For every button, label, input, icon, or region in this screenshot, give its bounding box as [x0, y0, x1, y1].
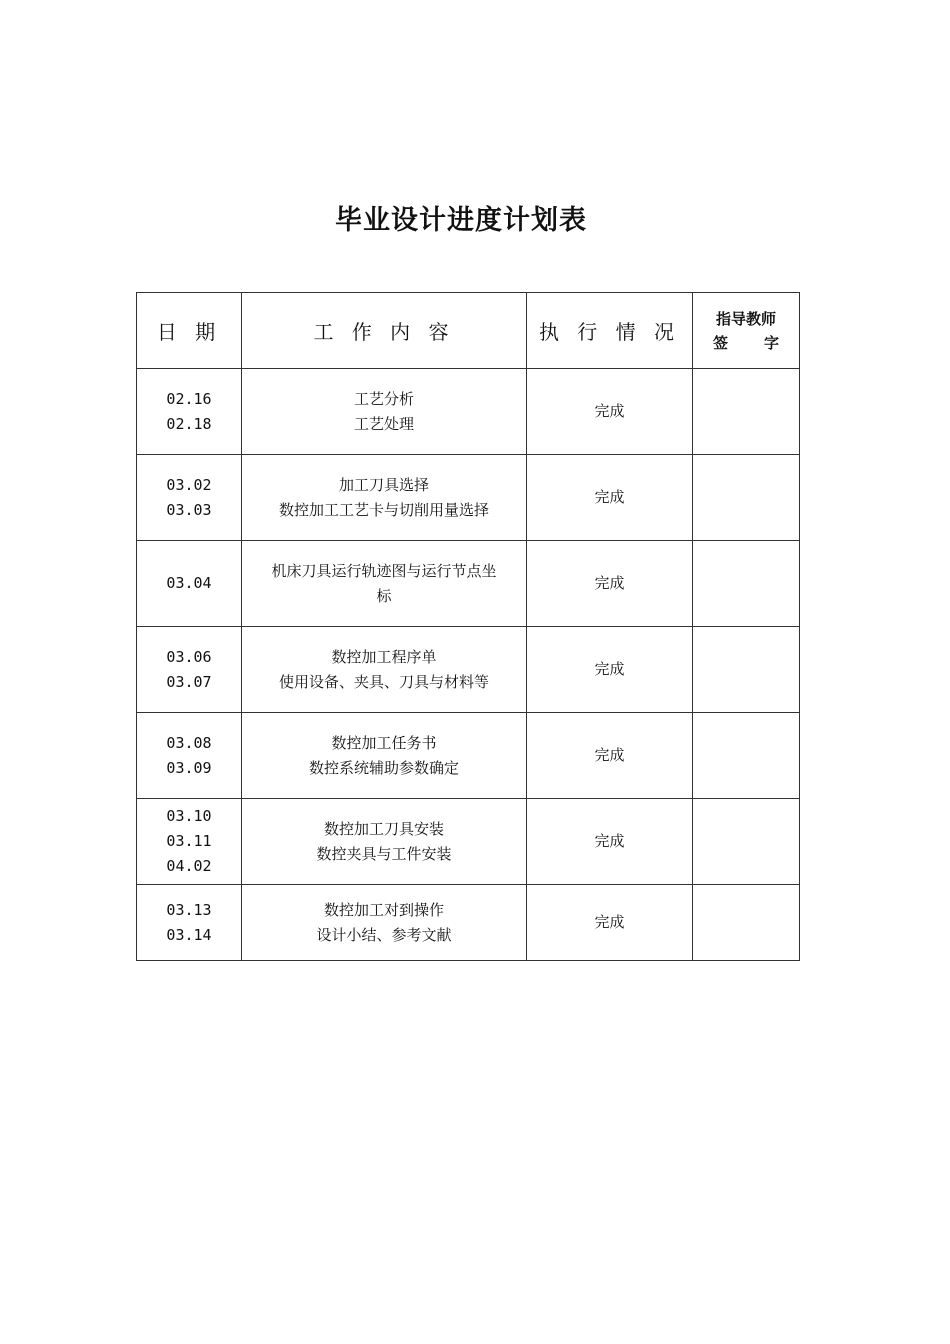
signature-cell — [693, 627, 800, 713]
date-value: 03.02 — [166, 475, 212, 494]
signature-cell — [693, 799, 800, 885]
content-cell — [242, 541, 527, 627]
status-cell: 完成 — [527, 455, 693, 541]
content-line: 数控加工工艺卡与切削用量选择 — [278, 500, 489, 519]
header-signature-line2 — [713, 331, 779, 355]
status-cell: 完成 — [527, 369, 693, 455]
date-value: 03.10 — [166, 807, 212, 825]
table-row — [137, 369, 800, 455]
date-value: 03.07 — [166, 672, 212, 691]
content-line: 数控加工程序单 — [331, 647, 437, 666]
schedule-table — [136, 292, 800, 961]
date-value: 03.03 — [166, 500, 212, 519]
content-line: 数控夹具与工件安装 — [316, 844, 452, 863]
date-value: 03.08 — [166, 733, 212, 752]
date-value: 02.16 — [166, 389, 212, 408]
header-date: 日 期 — [137, 293, 242, 369]
table-row — [137, 627, 800, 713]
content-cell — [242, 627, 527, 713]
signature-cell — [693, 455, 800, 541]
date-cell — [137, 369, 242, 455]
signature-cell — [693, 885, 800, 961]
signature-cell — [693, 369, 800, 455]
date-value: 03.14 — [166, 925, 212, 944]
header-signature-char2: 字 — [763, 333, 779, 352]
header-signature-char1: 签 — [713, 333, 729, 352]
content-cell — [242, 713, 527, 799]
content-line: 使用设备、夹具、刀具与材料等 — [278, 672, 489, 691]
header-row — [137, 293, 800, 369]
date-cell — [137, 713, 242, 799]
date-cell — [137, 799, 242, 885]
content-line: 工艺处理 — [353, 414, 414, 433]
date-cell — [137, 885, 242, 961]
table-row — [137, 713, 800, 799]
date-cell — [137, 541, 242, 627]
date-value: 03.13 — [166, 900, 212, 919]
page-title: 毕业设计进度计划表 — [335, 205, 587, 236]
date-cell — [137, 627, 242, 713]
signature-cell — [693, 713, 800, 799]
content-line: 设计小结、参考文献 — [316, 925, 452, 944]
content-line: 数控加工任务书 — [331, 733, 437, 752]
content-line: 机床刀具运行轨迹图与运行节点坐 — [271, 561, 497, 580]
header-status: 执 行 情 况 — [527, 293, 693, 369]
content-cell — [242, 455, 527, 541]
content-cell — [242, 799, 527, 885]
content-line: 标 — [376, 586, 392, 605]
date-value: 04.02 — [166, 857, 212, 875]
signature-cell — [693, 541, 800, 627]
status-cell: 完成 — [527, 713, 693, 799]
date-value: 03.06 — [166, 647, 212, 666]
date-cell — [137, 455, 242, 541]
header-content: 工 作 内 容 — [242, 293, 527, 369]
content-line: 工艺分析 — [353, 389, 414, 408]
content-line: 数控加工对到操作 — [323, 900, 444, 919]
status-cell: 完成 — [527, 627, 693, 713]
status-cell: 完成 — [527, 541, 693, 627]
table-row — [137, 455, 800, 541]
content-cell — [242, 369, 527, 455]
table-row — [137, 885, 800, 961]
content-line: 数控加工刀具安装 — [323, 819, 444, 838]
date-value: 03.04 — [166, 574, 212, 592]
table-row — [137, 799, 800, 885]
status-cell: 完成 — [527, 885, 693, 961]
date-value: 03.11 — [166, 832, 212, 850]
date-value: 02.18 — [166, 414, 212, 433]
date-value: 03.09 — [166, 758, 212, 777]
header-signature-line1: 指导教师 — [715, 309, 776, 328]
content-line: 加工刀具选择 — [338, 475, 429, 494]
content-cell — [242, 885, 527, 961]
status-cell: 完成 — [527, 799, 693, 885]
content-line: 数控系统辅助参数确定 — [308, 758, 459, 777]
table-row — [137, 541, 800, 627]
header-signature — [693, 293, 800, 369]
